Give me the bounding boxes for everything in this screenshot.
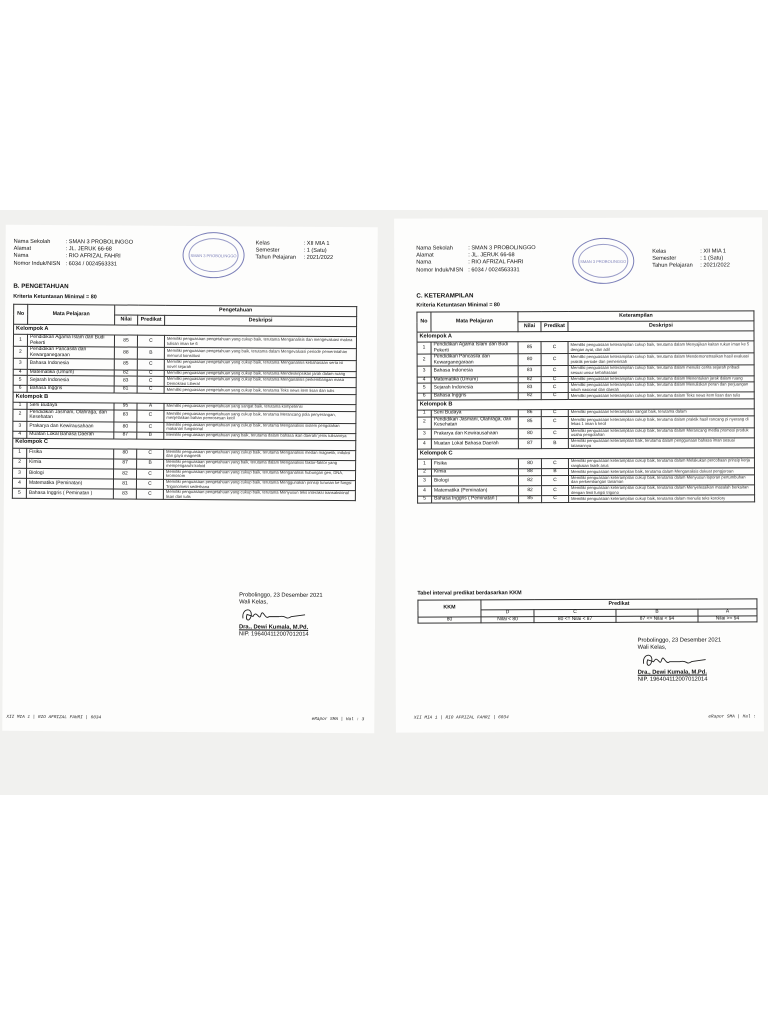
row-no: 5 [12, 489, 26, 499]
predicate: C [541, 354, 568, 366]
description: Memiliki penguasaan pengetahuan yang cukup baik, terutama Menganalisis hubungan gen, DNA, kromosom [163, 469, 355, 481]
range-b: 87 <= Nilai < 94 [616, 616, 698, 623]
school-stamp [572, 238, 634, 284]
row-no: 1 [417, 459, 431, 469]
description: Memiliki penguasaan keterampilan cukup baik, terutama dalam praktik hasil rancang pi nyerang di lekas 1 iman k kecil [568, 415, 754, 428]
predicate: C [137, 449, 164, 459]
predicate: C [136, 479, 163, 489]
subject-name: Matematika (Peminatan) [432, 486, 519, 496]
description: Memiliki penguasaan keterampilan sangat baik, terutama dalam [568, 409, 754, 416]
subject-name: Pendidikan Agama Islam dan Budi Pekerti [27, 334, 114, 347]
subject-name: Seni Budaya [431, 410, 518, 417]
class-value: : XII MIA 1 [303, 240, 330, 247]
predicate: B [541, 469, 568, 476]
row-no: 5 [13, 375, 27, 385]
range-d: Nilai < 80 [481, 616, 534, 623]
description: Memiliki penguasaan pengetahuan yang cukup baik, terutama Menggunakan prinsip turunan ke fungsi Trigonometri sederhana [163, 479, 355, 491]
label-semester: Semester [255, 247, 280, 254]
table-row [417, 341, 754, 354]
description: Memiliki penguasaan keterampilan baik, terutama dalam Menganalisis dokuat pengjoroan [568, 468, 754, 475]
description: Memiliki penguasaan pengetahuan yang cukup baik, terutama Menganalisis perkembangan masa Demokrasi Liberal [164, 376, 356, 388]
school-address: : JL. JERUK 66-68 [65, 246, 112, 253]
score: 88 [114, 347, 137, 359]
subject-name: Bahasa Inggris [27, 386, 114, 393]
score: 80 [518, 459, 541, 469]
score: 82 [519, 476, 542, 486]
col-group: Pengetahuan [115, 305, 357, 317]
description: Memiliki penguasaan keterampilan cukup baik, terutama dalam menulis teks korolory [569, 495, 755, 502]
teacher-nip: NIP. 196404112007012014 [238, 631, 309, 638]
semester-value: : 1 (Satu) [303, 247, 327, 255]
year-value: : 2021/2022 [700, 262, 730, 269]
stamp-text: SMAN 3 PROBOLINGGO [190, 252, 237, 258]
predicate: C [541, 366, 568, 376]
place-date: Probolinggo, 23 Desember 2021 [637, 637, 722, 644]
score: 88 [518, 469, 541, 476]
label-class: Kelas [652, 248, 667, 255]
col-group: Keterampilan [518, 311, 754, 322]
label-address: Alamat [13, 245, 32, 253]
predikat-col: Predikat [481, 599, 757, 610]
signature-image [239, 604, 309, 624]
subject-name: Muatan Lokal Bahasa Daerah [431, 439, 518, 449]
subject-name: Bahasa Inggris ( Peminatan ) [432, 496, 519, 503]
predicate: C [137, 410, 164, 422]
description: Memiliki penguasaan keterampilan cukup baik, terutama dalam Menyusun laporan pertumbuhan dan perkembangan tanaman [569, 475, 755, 486]
description: Memiliki penguasaan pengetahuan yang baik, terutama dalam Mengevaluasi periode pemerintahan menurut konstitusi [164, 348, 356, 362]
predicate: C [542, 496, 569, 503]
group-label: Kelompok B [417, 399, 754, 410]
score: 82 [519, 486, 542, 496]
description: Memiliki penguasaan keterampilan cukup baik, terutama dalam Melakukan percobaan prinsip kerja rangkaian listrik arus [568, 458, 754, 469]
row-no: 1 [417, 342, 431, 354]
row-no: 5 [417, 383, 431, 393]
teacher-nip: NIP. 196404112007012014 [637, 676, 708, 683]
row-no: 1 [13, 402, 27, 409]
col-nilai: Nilai [115, 315, 138, 325]
kkm-label: Kriteria Ketuntasan Minimal = 80 [13, 293, 97, 301]
row-no: 3 [417, 429, 431, 439]
description: Memiliki penguasaan keterampilan cukup baik, terutama dalam Merancang media promosi produk usaha pengolahan [568, 428, 754, 439]
description: Memiliki penguasaan pengetahuan yang cukup baik, terutama Teks news item lisan dan tulis [164, 387, 356, 395]
row-no: 4 [13, 369, 27, 376]
description: Memiliki penguasaan keterampilan cukup baik, terutama dalam Mendemonstrasikan hasil evaluasi praktik periode dan pemerintah [568, 353, 754, 366]
predicate: C [542, 475, 569, 485]
predicate: C [541, 459, 568, 469]
score: 95 [114, 403, 137, 410]
col-mapel: Mata Pelajaran [431, 312, 518, 332]
grade-b: B [616, 609, 698, 616]
grade-d: D [481, 610, 534, 617]
score: 81 [113, 479, 136, 489]
description: Memiliki penguasaan pengetahuan yang cukup baik, terutama Menyusun teks interaksi transaksional lisan dan tulis [163, 490, 355, 502]
description: Memiliki penguasaan pengetahuan yang sangat baik, terutama kompetensi [164, 403, 356, 411]
label-address: Alamat [416, 252, 434, 259]
row-no: 4 [417, 439, 431, 449]
kkm-label: Kriteria Ketuntasan Minimal = 80 [416, 302, 500, 309]
predicate: C [541, 393, 568, 400]
range-c: 80 <= Nilai < 87 [534, 616, 616, 623]
label-name: Nama [13, 253, 29, 260]
row-no: 2 [417, 417, 431, 429]
row-no: 4 [418, 486, 432, 496]
subject-name: Pendidikan Jasmani, Olahraga, dan Kesehatan [431, 416, 518, 428]
predicate: B [541, 438, 568, 448]
description: Memiliki penguasaan pengetahuan yang baik, terutama dalam bahasa ikan daerah/ jenis tulisannya [164, 432, 356, 440]
description: Memiliki penguasaan keterampilan cukup baik, terutama dalam menulis cerita sejarah pribadi sesuai unsur kebahasaan [568, 365, 754, 376]
score: 83 [113, 489, 136, 499]
subject-name: Bahasa Inggris ( Peminatan ) [26, 489, 113, 500]
predicate: C [137, 376, 164, 386]
row-no: 1 [417, 410, 431, 417]
score: 81 [114, 386, 137, 393]
score: 85 [114, 335, 137, 347]
group-label: Kelompok C [13, 438, 356, 450]
label-year: Tahun Pelajaran [255, 254, 297, 262]
label-nisn: Nomor Induk/NISN [13, 260, 61, 267]
student-info-right [416, 245, 536, 274]
row-no: 2 [417, 354, 431, 366]
score: 83 [114, 376, 137, 386]
subject-name: Bahasa Indonesia [431, 366, 518, 376]
description: Memiliki penguasaan keterampilan cukup baik, terutama dalam Menentukan jarak dalam ruang [568, 375, 754, 382]
predicate: A [137, 403, 164, 410]
col-no: No [14, 304, 28, 324]
predicate: C [541, 416, 568, 428]
subject-name: Pendidikan Agama Islam dan Budi Pekerti [431, 342, 518, 354]
footer-right: eRapor SMA | Hal : 3 [311, 716, 365, 723]
predicate: C [136, 469, 163, 479]
subject-name: Prakarya dan Kewirausahaan [431, 428, 518, 438]
row-no: 4 [12, 478, 26, 488]
description: Memiliki penguasaan keterampilan cukup baik, terutama dalam Menyelesaikan masalah berkaitan dengan limit fungsi trigono [569, 485, 755, 496]
row-no: 2 [13, 346, 27, 358]
report-page-keterampilan [394, 217, 764, 732]
section-title: C. KETERAMPILAN [416, 292, 474, 300]
grades-table [416, 310, 755, 503]
subject-name: Fisika [27, 448, 114, 459]
signature-image [640, 650, 710, 670]
subject-name: Fisika [431, 459, 518, 469]
description: Memiliki penguasaan keterampilan cukup baik, terutama dalam Teks news item lisan dan tulis [568, 392, 754, 399]
grades-table [12, 304, 357, 502]
predicate: C [137, 335, 164, 347]
score: 85 [518, 342, 541, 354]
label-class: Kelas [255, 240, 270, 247]
row-no: 3 [13, 421, 27, 431]
predicate: C [137, 360, 164, 370]
subject-name: Biologi [27, 468, 114, 479]
wali-label: Wali Kelas, [637, 644, 667, 651]
score: 80 [518, 428, 541, 438]
range-a: Nilai >= 94 [698, 615, 757, 622]
row-no: 6 [13, 386, 27, 393]
score: 80 [518, 354, 541, 366]
col-deskripsi: Deskripsi [568, 321, 754, 332]
footer-right: eRapor SMA | Hal : [708, 714, 756, 720]
col-nilai: Nilai [518, 322, 541, 332]
row-no: 2 [13, 409, 27, 421]
description: Memiliki penguasaan pengetahuan yang cukup baik, terutama Menganalisis sistem pengolahan makanan fungsional [164, 422, 356, 434]
wali-label: Wali Kelas, [239, 599, 268, 606]
predicate: C [541, 383, 568, 393]
description: Memiliki penguasaan pengetahuan yang cukup baik, terutama Menganalisis kebahasaan serta isi novel sejarah [164, 360, 356, 372]
subject-name: Bahasa Inggris [431, 393, 518, 400]
group-label: Kelompok B [13, 392, 356, 404]
predicate: C [541, 428, 568, 438]
predicate: B [137, 347, 164, 359]
description: Memiliki penguasaan pengetahuan yang cukup baik, terutama Mendeskripsikan jarak dalam ruang [164, 370, 356, 378]
predicate: C [542, 486, 569, 496]
score: 86 [518, 410, 541, 417]
section-title: B. PENGETAHUAN [13, 282, 69, 291]
row-no: 3 [418, 476, 432, 486]
row-no: 4 [13, 431, 27, 438]
description: Memiliki penguasaan pengetahuan yang cukup baik, terutama Merancang pola penyerangan, menjelaskan bahan pemrosesan kecil [164, 410, 356, 424]
predicate: C [541, 376, 568, 383]
score: 82 [518, 376, 541, 383]
predicate: C [136, 489, 163, 499]
row-no: 3 [13, 359, 27, 369]
score: 80 [114, 422, 137, 432]
description: Memiliki penguasaan keterampilan baik, terutama dalam penggunaan bahasa iman sesuai tatanannya [568, 438, 754, 449]
group-label: Kelompok A [417, 331, 754, 342]
row-no: 1 [13, 334, 27, 346]
predicate: C [137, 370, 164, 377]
class-value: : XII MIA 1 [700, 248, 727, 255]
label-school: Nama Sekolah [416, 245, 453, 252]
place-date: Probolinggo, 23 Desember 2021 [239, 592, 323, 599]
predicate: B [137, 459, 164, 469]
kkm-value: 80 [418, 616, 481, 623]
score: 87 [114, 459, 137, 469]
teacher-name: Dra., Dewi Kumala, M.Pd. [637, 669, 707, 676]
subject-name: Matematika (Umum) [431, 376, 518, 383]
school-stamp [182, 232, 244, 278]
description: Memiliki penguasaan keterampilan cukup baik, terutama dalam Menuliskan peran dan perjuangan tokoh nasional dan daerah [568, 382, 754, 393]
footer-left: XII MIA 1 | RIO AFRIZAL FAHRI | 6034 [6, 714, 102, 721]
stamp-text: SMAN 3 PROBOLINGGO [580, 258, 627, 264]
predicate: C [541, 342, 568, 354]
student-name: : RIO AFRIZAL FAHRI [65, 253, 121, 260]
year-value: : 2021/2022 [303, 255, 334, 262]
school-name: : SMAN 3 PROBOLINGGO [468, 245, 536, 252]
predicate: C [137, 386, 164, 393]
grade-c: C [534, 609, 616, 616]
group-label: Kelompok A [14, 324, 357, 336]
subject-name: Biologi [432, 476, 519, 486]
description: Memiliki penguasaan pengetahuan yang cukup baik, terutama Menganalisis medan magnetik, induksi dan gaya magnetik [164, 449, 356, 461]
score: 82 [113, 469, 136, 479]
kkm-col: KKM [418, 600, 481, 617]
subject-name: Pendidikan Pancasila dan Kewarganegaraan [27, 347, 114, 360]
student-nisn: : 6034 / 0024563331 [65, 260, 117, 268]
score: 85 [519, 496, 542, 503]
col-predikat: Predikat [138, 315, 165, 325]
student-info-left [13, 239, 133, 269]
subject-name: Bahasa Indonesia [27, 359, 114, 370]
col-mapel: Mata Pelajaran [28, 304, 115, 325]
school-name: : SMAN 3 PROBOLINGGO [65, 239, 134, 246]
row-no: 4 [417, 377, 431, 384]
subject-name: Muatan Lokal Bahasa Daerah [27, 431, 114, 438]
score: 85 [114, 359, 137, 369]
predicate: C [137, 422, 164, 432]
score: 85 [518, 416, 541, 428]
subject-name: Kimia [431, 469, 518, 476]
subject-name: Pendidikan Pancasila dan Kewarganegaraan [431, 354, 518, 366]
label-name: Nama [416, 259, 432, 266]
description: Memiliki penguasaan pengetahuan yang cukup baik, terutama Menganalisis dan mengevaluasi makna tulisan iman ke 6 [164, 335, 356, 349]
group-label: Kelompok C [417, 448, 754, 459]
subject-name: Sejarah Indonesia [431, 383, 518, 393]
row-no: 2 [13, 458, 27, 468]
school-address: : JL. JERUK 66-68 [468, 252, 515, 259]
score: 83 [114, 409, 137, 421]
table-row [418, 495, 755, 503]
description: Memiliki penguasaan pengetahuan yang baik, terutama dalam Menganalisis faktor-faktor yang mempengaruhi koloid [164, 459, 356, 471]
score: 82 [114, 370, 137, 377]
label-school: Nama Sekolah [13, 238, 51, 246]
score: 87 [114, 432, 137, 439]
student-name: : RIO AFRIZAL FAHRI [468, 259, 524, 266]
score: 87 [518, 439, 541, 449]
label-nisn: Nomor Induk/NISN [416, 267, 464, 274]
kkm-interval-title: Tabel interval predikat berdasarkan KKM [417, 590, 522, 597]
subject-name: Sejarah Indonesia [27, 376, 114, 387]
row-no: 5 [418, 496, 432, 503]
label-semester: Semester [652, 255, 677, 262]
score: 83 [518, 366, 541, 376]
grade-a: A [698, 609, 757, 616]
col-deskripsi: Deskripsi [165, 315, 357, 326]
teacher-name: Dra., Dewi Kumala, M.Pd. [238, 624, 309, 631]
subject-name: Pendidikan Jasmani, Olahraga, dan Kesehatan [27, 409, 114, 422]
row-no: 3 [417, 366, 431, 376]
row-no: 1 [13, 448, 27, 458]
subject-name: Matematika (Peminatan) [26, 478, 113, 489]
col-no: No [417, 312, 431, 332]
subject-name: Prakarya dan Kewirausahaan [27, 421, 114, 432]
score: 83 [518, 383, 541, 393]
subject-name: Seni Budaya [27, 402, 114, 409]
class-info-left [256, 240, 334, 262]
label-year: Tahun Pelajaran [652, 263, 693, 270]
row-no: 2 [417, 469, 431, 476]
predicate: B [137, 432, 164, 439]
student-nisn: : 6034 / 0024563331 [468, 266, 520, 273]
row-no: 6 [417, 393, 431, 400]
table-row [12, 489, 355, 502]
predicate: C [541, 409, 568, 416]
report-page-pengetahuan [2, 225, 378, 734]
row-no: 3 [13, 468, 27, 478]
kkm-interval-table [417, 598, 757, 623]
score: 82 [518, 393, 541, 400]
class-info-right [652, 248, 730, 270]
subject-name: Kimia [27, 458, 114, 469]
col-predikat: Predikat [541, 322, 568, 332]
score: 80 [114, 448, 137, 458]
semester-value: : 1 (Satu) [700, 255, 724, 262]
subject-name: Matematika (Umum) [27, 369, 114, 376]
description: Memiliki penguasaan keterampilan cukup baik, terutama dalam Menyajikan kaitan rukun iman ke 5 dengan ayat, dan adil [568, 341, 754, 354]
footer-left: XII MIA 1 | RIO AFRIZAL FAHRI | 6034 [413, 715, 509, 721]
